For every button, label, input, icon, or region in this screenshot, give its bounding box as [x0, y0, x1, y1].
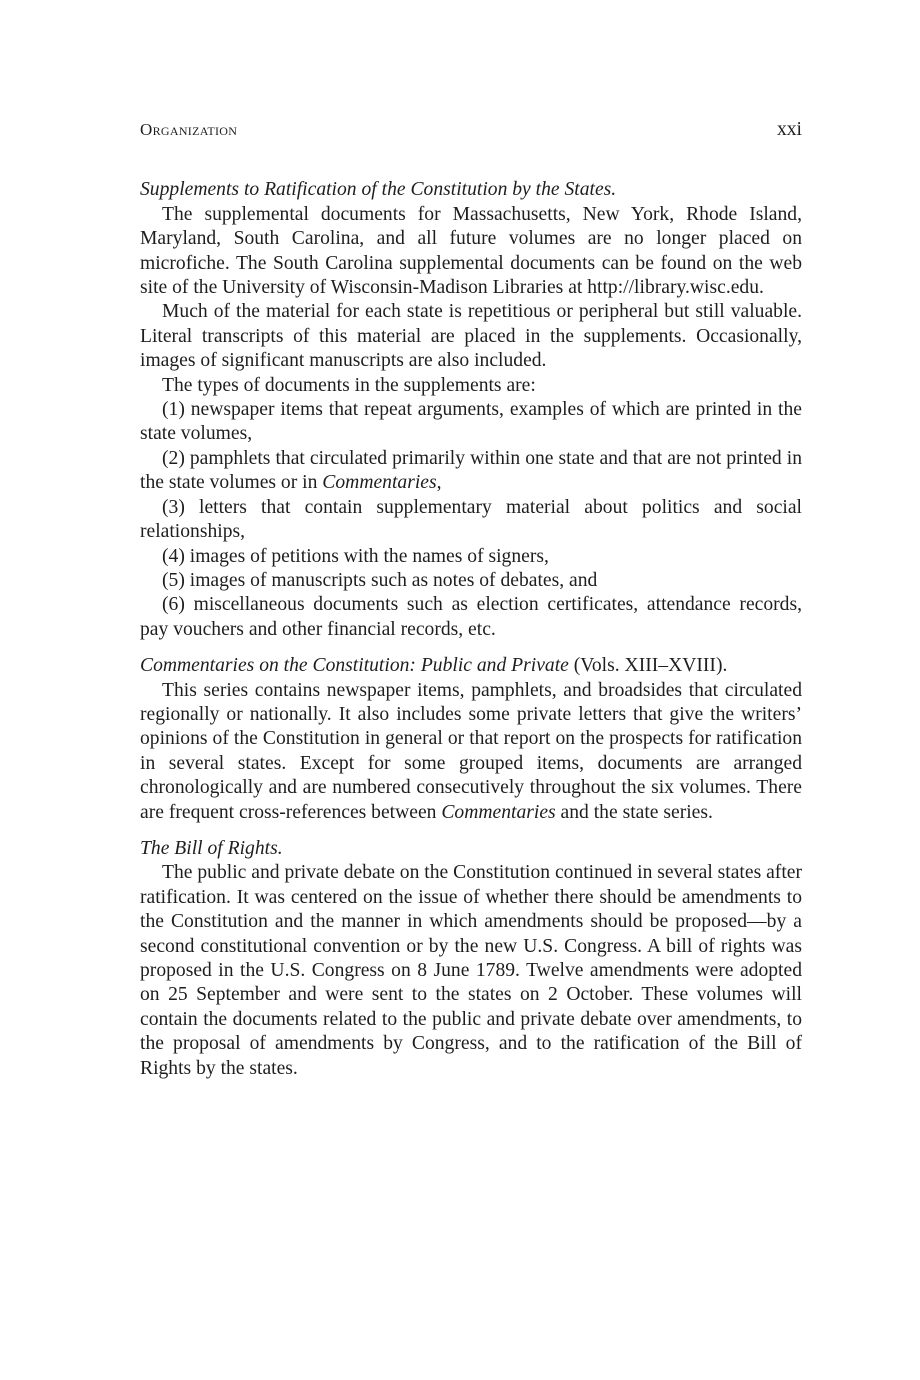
section-heading — [140, 654, 802, 678]
list-item-text: (2) pamphlets that circulated primarily within one state and that are not printed in the state volumes or in — [140, 447, 802, 494]
list-item: (6) miscellaneous documents such as election certificates, attendance records, pay vouchers and other financial records, etc. — [140, 594, 802, 640]
document-page — [140, 118, 802, 1093]
paragraph: The types of documents in the supplements are: — [162, 374, 536, 396]
section-bill-of-rights — [140, 837, 802, 1081]
section-supplements — [140, 178, 802, 642]
list-item: (1) newspaper items that repeat arguments, examples of which are printed in the state volumes, — [140, 399, 802, 445]
section-heading-title: Commentaries on the Constitution: Public and Private — [140, 655, 569, 677]
italic-title: Commentaries — [441, 801, 556, 823]
section-commentaries — [140, 654, 802, 825]
section-heading: The Bill of Rights. — [140, 837, 283, 859]
paragraph-text: This series contains newspaper items, pamphlets, and broadsides that circulated regionally or nationally. It also includes some private letters that give the writers’ opinions of the Constitution in general or that report on the prospects for ratification in several states. Except for some grouped items, documents are arranged chronologically and are numbered consecutively throughout the six volumes. There are frequent cross-references between — [140, 679, 802, 823]
list-item: (3) letters that contain supplementary material about politics and social relationships, — [140, 496, 802, 543]
paragraph — [140, 679, 802, 825]
running-head — [140, 118, 802, 142]
section-heading-suffix: (Vols. XIII–XVIII). — [568, 655, 728, 677]
list-item: (5) images of manuscripts such as notes of debates, and — [162, 569, 598, 591]
list-item-text: , — [436, 472, 442, 494]
paragraph-text: and the state series. — [555, 801, 713, 823]
section-heading: Supplements to Ratification of the Constitution by the States. — [140, 179, 617, 201]
list-item — [140, 447, 802, 496]
running-head-title: Organization — [140, 120, 238, 139]
page-number: xxi — [776, 119, 802, 140]
list-item: (4) images of petitions with the names of signers, — [162, 545, 549, 567]
paragraph: Much of the material for each state is repetitious or peripheral but still valuable. Literal transcripts of this material are placed in the supplements. Occasionally, images of significant manuscripts are also included. — [140, 301, 802, 372]
paragraph: The supplemental documents for Massachusetts, New York, Rhode Island, Maryland, South Carolina, and all future volumes are no longer placed on microfiche. The South Carolina supplemental documents can be found on the web site of the University of Wisconsin-Madison Libraries at http://library.wisc.edu. — [140, 203, 802, 299]
paragraph: The public and private debate on the Constitution continued in several states after ratification. It was centered on the issue of whether there should be amendments to the Constitution and the manner in which amendments should be proposed—by a second constitutional convention or by the new U.S. Congress. A bill of rights was proposed in the U.S. Congress on 8 June 1789. Twelve amendments were adopted on 25 September and were sent to the states on 2 October. These volumes will contain the documents related to the public and private debate over amendments, to the proposal of amendments by Congress, and to the ratification of the Bill of Rights by the states. — [140, 862, 802, 1079]
italic-title: Commentaries — [322, 472, 437, 494]
